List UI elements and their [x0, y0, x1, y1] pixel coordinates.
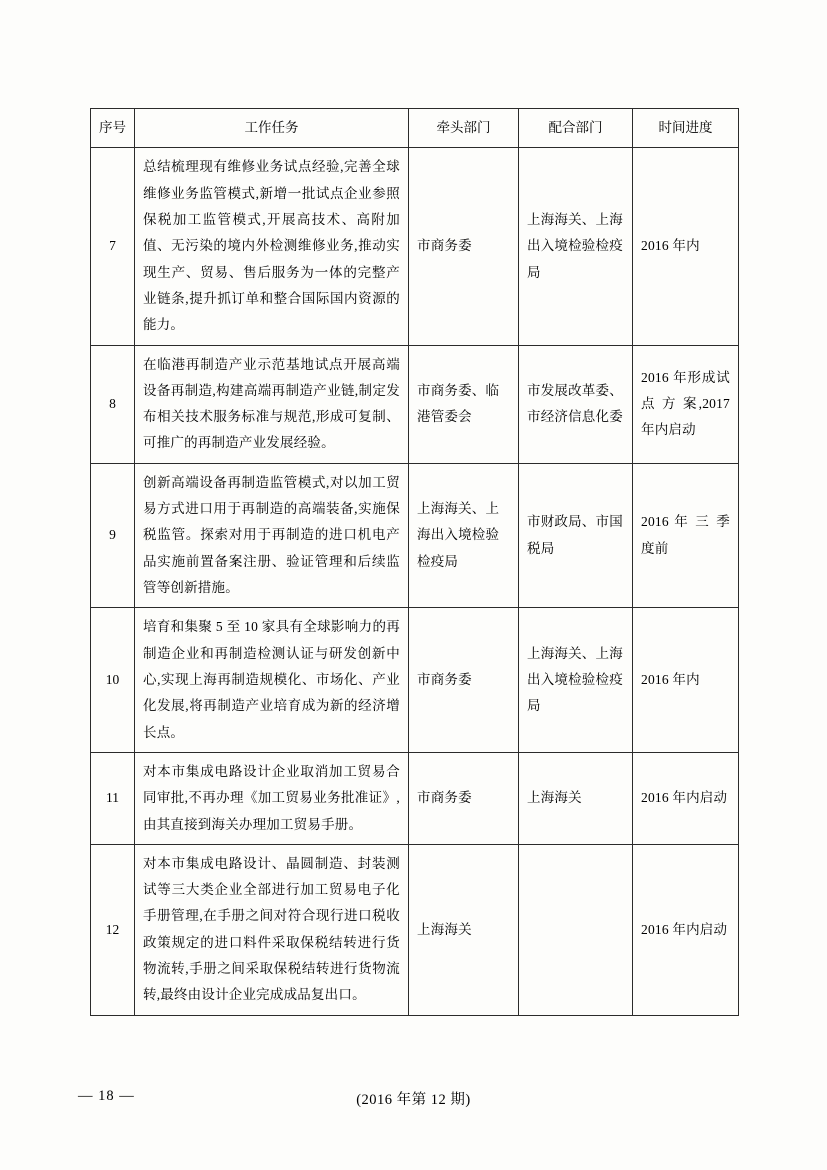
- row-task: 对本市集成电路设计、晶圆制造、封装测试等三大类企业全部进行加工贸易电子化手册管理,在手册之间对符合现行进口税收政策规定的进口料件采取保税结转进行货物流转,手册之间采取保税结转进行货物流转,最终由设计企业完成成品复出口。: [135, 844, 409, 1015]
- table-row: [91, 345, 739, 463]
- row-cooperating-department: 市财政局、市国税局: [519, 463, 633, 608]
- row-cooperating-department: 上海海关、上海出入境检验检疫局: [519, 608, 633, 753]
- table-row: [91, 463, 739, 608]
- row-timeline: 2016 年 三 季度前: [633, 463, 739, 608]
- row-lead-department: 市商务委: [409, 608, 519, 753]
- row-cooperating-department: 上海海关: [519, 752, 633, 844]
- row-number: 7: [91, 148, 135, 345]
- row-number: 10: [91, 608, 135, 753]
- row-number: 8: [91, 345, 135, 463]
- row-number: 11: [91, 752, 135, 844]
- row-lead-department: 上海海关、上海出入境检验检疫局: [409, 463, 519, 608]
- issue-label: (2016 年第 12 期): [356, 1092, 471, 1108]
- task-table: [90, 108, 739, 1016]
- row-task: 在临港再制造产业示范基地试点开展高端设备再制造,构建高端再制造产业链,制定发布相关技术服务标准与规范,形成可复制、可推广的再制造产业发展经验。: [135, 345, 409, 463]
- row-timeline: 2016 年内: [633, 608, 739, 753]
- table-row: [91, 752, 739, 844]
- row-timeline: 2016 年内: [633, 148, 739, 345]
- row-cooperating-department: 上海海关、上海出入境检验检疫局: [519, 148, 633, 345]
- table-body: [91, 148, 739, 1015]
- row-task: 创新高端设备再制造监管模式,对以加工贸易方式进口用于再制造的高端装备,实施保税监管。探索对用于再制造的进口机电产品实施前置备案注册、验证管理和后续监管等创新措施。: [135, 463, 409, 608]
- header-cell-time: 时间进度: [633, 109, 739, 148]
- row-timeline: 2016 年内启动: [633, 844, 739, 1015]
- table-row: [91, 844, 739, 1015]
- row-cooperating-department: [519, 844, 633, 1015]
- row-lead-department: 市商务委、临港管委会: [409, 345, 519, 463]
- row-lead-department: 市商务委: [409, 148, 519, 345]
- header-cell-lead: 牵头部门: [409, 109, 519, 148]
- row-number: 12: [91, 844, 135, 1015]
- row-cooperating-department: 市发展改革委、市经济信息化委: [519, 345, 633, 463]
- row-lead-department: 市商务委: [409, 752, 519, 844]
- row-task: 培育和集聚 5 至 10 家具有全球影响力的再制造企业和再制造检测认证与研发创新中心,实现上海再制造规模化、市场化、产业化发展,将再制造产业培育成为新的经济增长点。: [135, 608, 409, 753]
- row-timeline: 2016 年形成试点 方 案,2017 年内启动: [633, 345, 739, 463]
- header-cell-task: 工作任务: [135, 109, 409, 148]
- table-header: [91, 109, 739, 148]
- row-number: 9: [91, 463, 135, 608]
- page-footer: [0, 1088, 827, 1116]
- row-task: 对本市集成电路设计企业取消加工贸易合同审批,不再办理《加工贸易业务批准证》,由其直接到海关办理加工贸易手册。: [135, 752, 409, 844]
- table-row: [91, 148, 739, 345]
- page-number: — 18 —: [78, 1088, 135, 1104]
- row-task: 总结梳理现有维修业务试点经验,完善全球维修业务监管模式,新增一批试点企业参照保税加工监管模式,开展高技术、高附加值、无污染的境内外检测维修业务,推动实现生产、贸易、售后服务为一体的完整产业链条,提升抓订单和整合国际国内资源的能力。: [135, 148, 409, 345]
- table-header-row: [91, 109, 739, 148]
- row-timeline: 2016 年内启动: [633, 752, 739, 844]
- header-cell-no: 序号: [91, 109, 135, 148]
- table-row: [91, 608, 739, 753]
- task-table-container: [90, 108, 738, 1016]
- header-cell-coop: 配合部门: [519, 109, 633, 148]
- row-lead-department: 上海海关: [409, 844, 519, 1015]
